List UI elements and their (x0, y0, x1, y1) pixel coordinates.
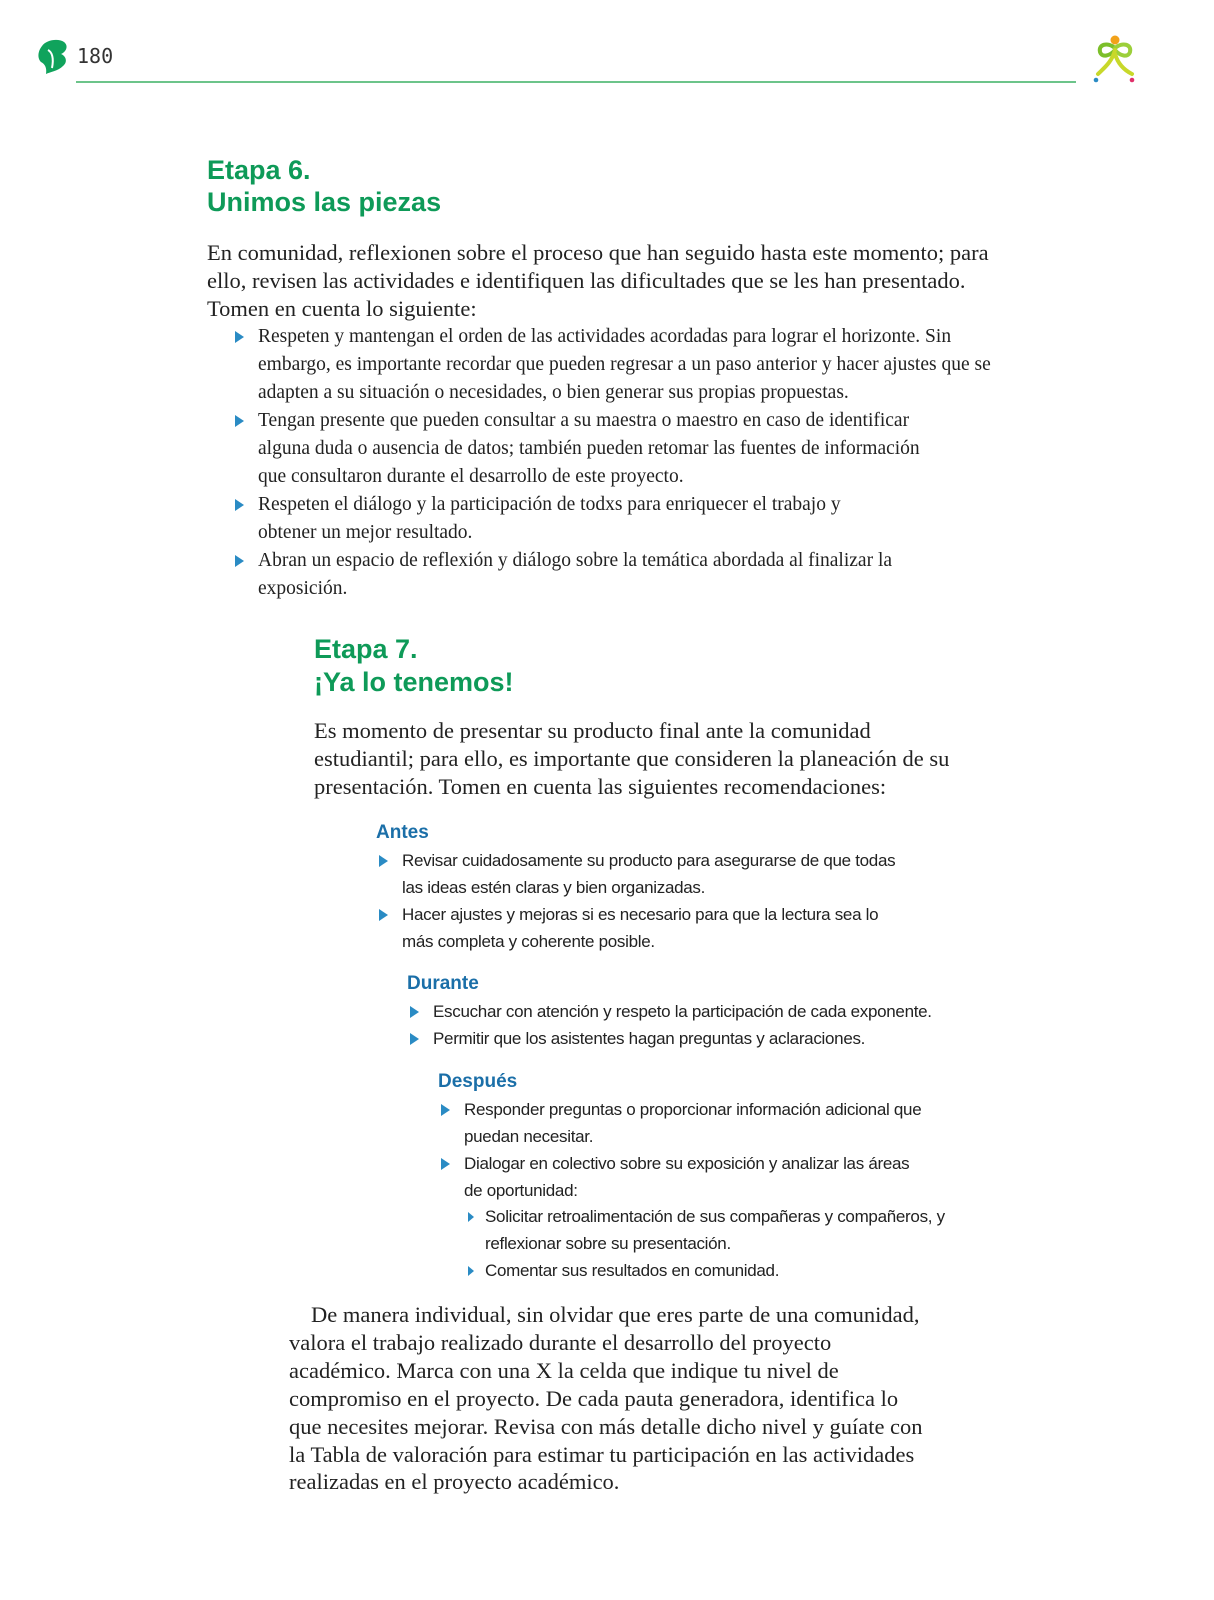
list-item: Permitir que los asistentes hagan preguntas y aclaraciones. (407, 1025, 967, 1052)
bullet-triangle-icon (410, 1006, 419, 1018)
bullet-triangle-icon (235, 499, 244, 511)
list-item: Abran un espacio de reflexión y diálogo sobre la temática abordada al finalizar la exposición. (232, 547, 948, 603)
bullet-triangle-icon (379, 909, 388, 921)
sprout-logo-icon (1088, 34, 1140, 86)
antes-list (376, 847, 916, 955)
list-item: Respeten y mantengan el orden de las actividades acordadas para lograr el horizonte. Sin embargo, es importante recordar que pueden regresar a un paso anterior y hacer ajustes que se adapten a su situación o necesidades, o bien generar sus propias propuestas. (232, 323, 992, 407)
durante-list (407, 998, 967, 1052)
bullet-triangle-icon (441, 1158, 450, 1170)
etapa6-intro: En comunidad, reflexionen sobre el proceso que han seguido hasta este momento; para ello, revisen las actividades e identifiquen las dificultades que se les han presentado. Tomen en cuenta lo siguiente: (207, 240, 989, 321)
leaf-icon (36, 38, 70, 76)
etapa7-number: Etapa 7. (314, 634, 418, 664)
etapa6-number: Etapa 6. (207, 155, 311, 185)
list-item: Solicitar retroalimentación de sus compañeras y compañeros, y reflexionar sobre su presentación. (466, 1203, 966, 1257)
list-item: Hacer ajustes y mejoras si es necesario para que la lectura sea lo más completa y coherente posible. (376, 901, 902, 955)
small-bullet-triangle-icon (468, 1266, 474, 1276)
list-item: Responder preguntas o proporcionar información adicional que puedan necesitar. (438, 1096, 928, 1150)
etapa6-title: Unimos las piezas (207, 187, 442, 217)
small-bullet-triangle-icon (468, 1212, 474, 1222)
antes-heading: Antes (376, 822, 429, 843)
durante-heading: Durante (407, 973, 479, 994)
bullet-triangle-icon (235, 331, 244, 343)
closing-paragraph: De manera individual, sin olvidar que eres parte de una comunidad, valora el trabajo realizado durante el desarrollo del proyecto académico. Marca con una X la celda que indique tu nivel de compromiso en el proyecto. De cada pauta generadora, identifica lo que necesites mejorar. Revisa con más detalle dicho nivel y guíate con la Tabla de valoración para estimar tu participación en las actividades realizadas en el proyecto académico. (289, 1302, 923, 1495)
bullet-triangle-icon (410, 1033, 419, 1045)
despues-sublist (466, 1203, 966, 1284)
list-item: Tengan presente que pueden consultar a su maestra o maestro en caso de identificar alguna duda o ausencia de datos; también pueden retomar las fuentes de información que consultaron durante el desarrollo de este proyecto. (232, 407, 938, 491)
page-number: 180 (77, 44, 114, 68)
despues-heading: Después (438, 1071, 518, 1092)
etapa7-intro: Es momento de presentar su producto final ante la comunidad estudiantil; para ello, es importante que consideren la planeación de su presentación. Tomen en cuenta las siguientes recomendaciones: (314, 718, 950, 799)
header-rule (76, 81, 1076, 83)
bullet-triangle-icon (441, 1104, 450, 1116)
etapa7-title: ¡Ya lo tenemos! (314, 667, 514, 697)
bullet-triangle-icon (235, 415, 244, 427)
list-item: Comentar sus resultados en comunidad. (466, 1257, 966, 1284)
list-item: Escuchar con atención y respeto la participación de cada exponente. (407, 998, 967, 1025)
list-item: Dialogar en colectivo sobre su exposición y analizar las áreas de oportunidad: (438, 1150, 928, 1204)
list-item: Revisar cuidadosamente su producto para asegurarse de que todas las ideas estén claras y bien organizadas. (376, 847, 916, 901)
bullet-triangle-icon (379, 855, 388, 867)
list-item: Respeten el diálogo y la participación de todxs para enriquecer el trabajo y obtener un mejor resultado. (232, 491, 878, 547)
despues-list (438, 1096, 928, 1204)
etapa6-bullet-list (232, 323, 992, 603)
bullet-triangle-icon (235, 555, 244, 567)
